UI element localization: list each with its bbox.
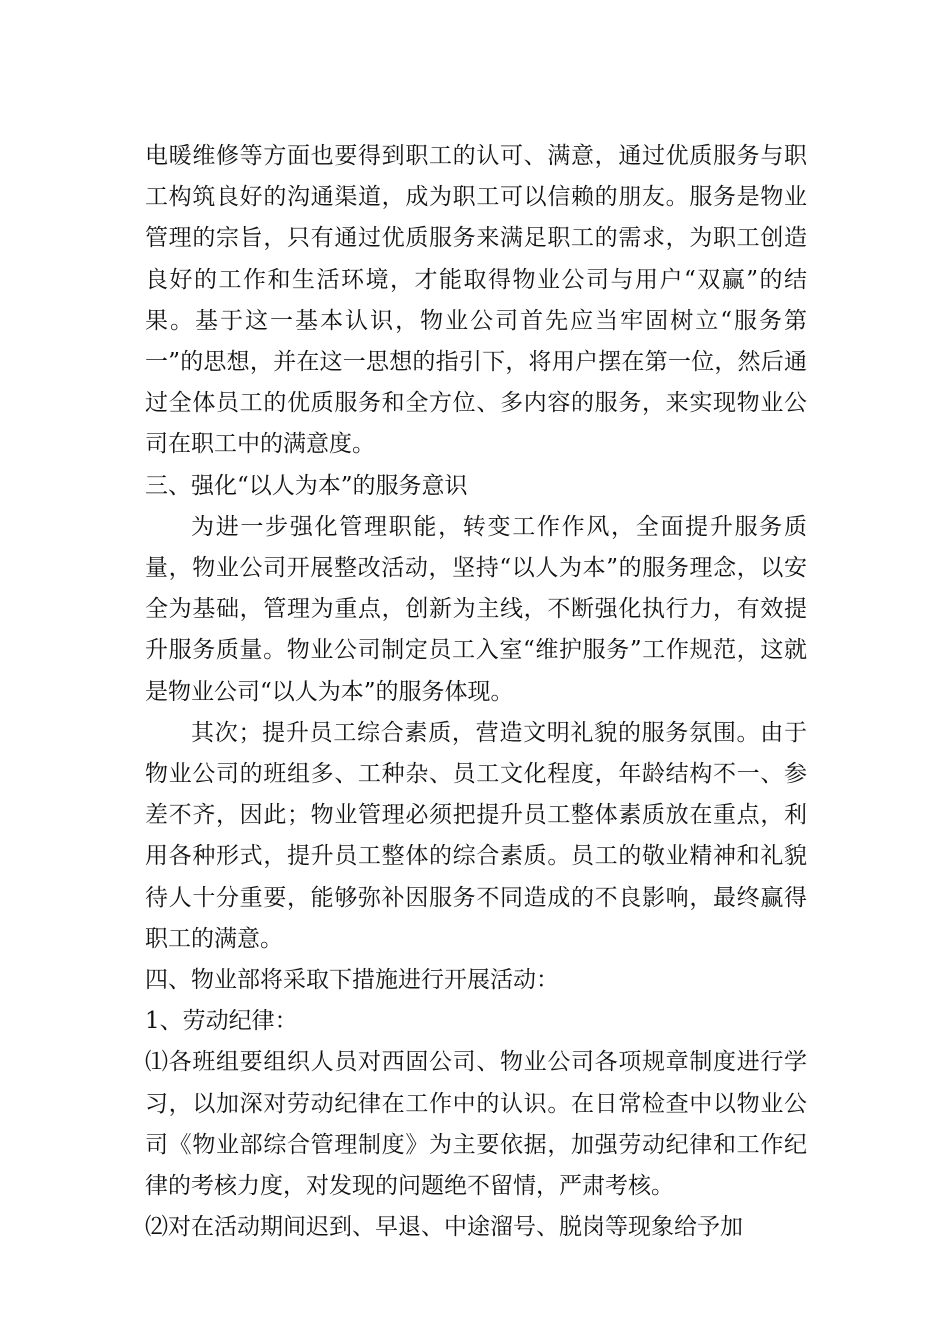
paragraph-people-oriented: 为进一步强化管理职能，转变工作作风，全面提升服务质量，物业公司开展整改活动，坚持“以人为本”的服务理念，以安全为基础，管理为重点，创新为主线，不断强化执行力，有效提升服务质量。物业公司制定员工入室“维护服务”工作规范，这就是物业公司“以人为本”的服务体现。 (145, 513, 807, 705)
paragraph-service-intro: 电暖维修等方面也要得到职工的认可、满意，通过优质服务与职工构筑良好的沟通渠道，成为职工可以信赖的朋友。服务是物业管理的宗旨，只有通过优质服务来满足职工的需求，为职工创造良好的工作和生活环境，才能取得物业公司与用户“双赢”的结果。基于这一基本认识，物业公司首先应当牢固树立“服务第一”的思想，并在这一思想的指引下，将用户摆在第一位，然后通过全体员工的优质服务和全方位、多内容的服务，来实现物业公司在职工中的满意度。 (145, 143, 807, 458)
section-heading-4: 四、物业部将采取下措施进行开展活动： (145, 967, 559, 994)
list-item-1: ⑴各班组要组织人员对西固公司、物业公司各项规章制度进行学习，以加深对劳动纪律在工作中的认识。在日常检查中以物业公司《物业部综合管理制度》为主要依据，加强劳动纪律和工作纪律的考核力度，对发现的问题绝不留情，严肃考核。 (145, 1049, 807, 1200)
paragraph-staff-quality: 其次；提升员工综合素质，营造文明礼貌的服务氛围。由于物业公司的班组多、工种杂、员工文化程度，年龄结构不一、参差不齐，因此；物业管理必须把提升员工整体素质放在重点，利用各种形式，提升员工整体的综合素质。员工的敬业精神和礼貌待人十分重要，能够弥补因服务不同造成的不良影响，最终赢得职工的满意。 (145, 719, 807, 952)
list-item-2: ⑵对在活动期间迟到、早退、中途溜号、脱岗等现象给予加 (145, 1214, 743, 1241)
document-body (145, 136, 807, 1248)
subheading-labor-discipline: 1、劳动纪律： (145, 1008, 298, 1035)
section-heading-3: 三、强化“以人为本”的服务意识 (145, 472, 468, 499)
